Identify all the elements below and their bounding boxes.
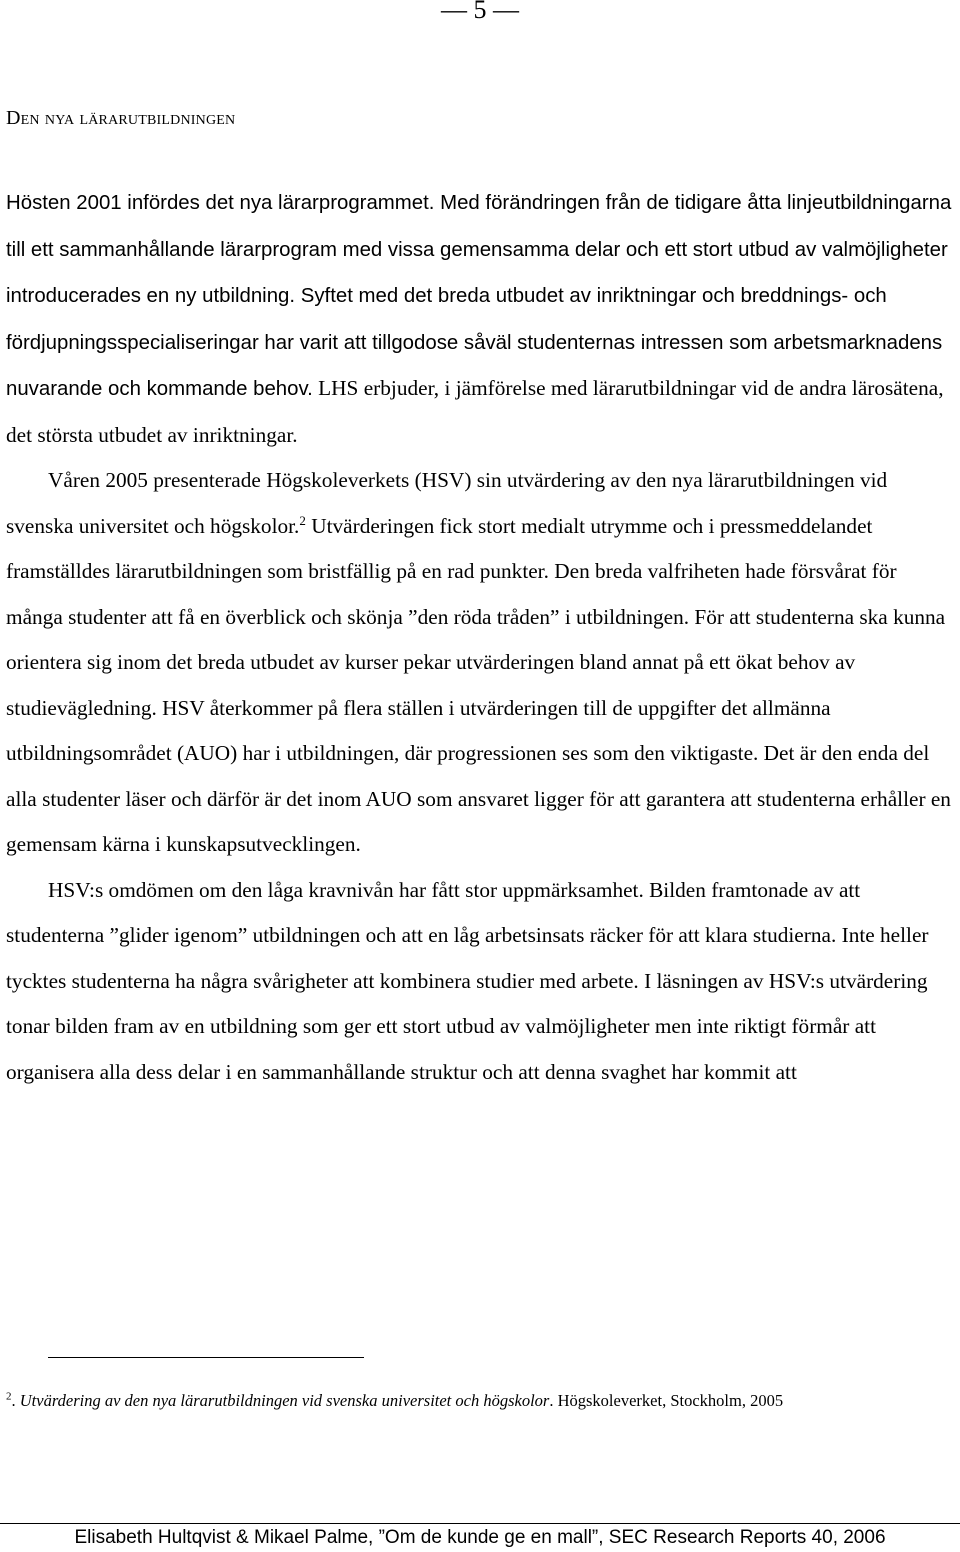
footer-divider [0, 1523, 960, 1524]
main-body [6, 180, 958, 1095]
paragraph-2 [6, 458, 958, 868]
footnote-number: 2 [6, 1390, 12, 1403]
page-footer: Elisabeth Hultqvist & Mikael Palme, ”Om de kunde ge en mall”, SEC Research Reports 40, 2006 [74, 1527, 886, 1548]
footnote-divider [48, 1357, 364, 1358]
paragraph-1-serif-text: LHS erbjuder, i jämförelse med lärarutbildningar vid de andra lärosätena, det största utbudet av inriktningar. [6, 376, 944, 447]
paragraph-1-sans-text-b: Syftet med det breda utbudet av inriktningar och breddnings- och fördjupningsspecialiseringar har varit att tillgodose såväl studenternas intressen som arbetsmarknadens nuvarande och kommande behov. [6, 285, 943, 400]
page-number: — 5 — [441, 0, 519, 24]
footnote-publisher: . Högskoleverket, Stockholm, 2005 [549, 1391, 784, 1410]
paragraph-1-sans-text-a: Hösten 2001 infördes det nya lärarprogrammet. Med förändringen från de tidigare åtta linjeutbildningarna till ett sammanhållande lärarprogram med vissa gemensamma delar och ett stort utbud av valmöjligheter introducerades en ny utbildning. [6, 192, 952, 307]
section-heading: Den nya lärarutbildningen [6, 107, 236, 129]
paragraph-2-text-a: Våren 2005 presenterade Högskoleverkets (HSV) sin utvärdering av den nya lärarutbildningen vid svenska universitet och högskolor. [6, 468, 888, 538]
footnote-title: Utvärdering av den nya lärarutbildningen vid svenska universitet och högskolor [19, 1391, 550, 1410]
footnote: $^2$. Utvärdering av den nya lärarutbildningen vid svenska universitet och högskolor. Högskoleverket, Stockholm, 2005 [6, 1390, 784, 1410]
footnote-reference[interactable]: 2 [299, 512, 306, 528]
paragraph-2-text-b: Utvärderingen fick stort medialt utrymme och i pressmeddelandet framställdes lärarutbildningen som bristfällig på en rad punkter. Den breda valfriheten hade försvårat för många studenter att få en överblick och skönja ”den röda tråden” i utbildningen. För att studenterna ska kunna orientera sig inom det breda utbudet av kurser pekar utvärderingen bland annat på ett ökat behov av studievägledning. HSV återkommer på flera ställen i utvärderingen till de uppgifter det allmänna utbildningsområdet (AUO) har i utbildningen, där progressionen ses som den viktigaste. Det är den enda del alla studenter läser och därför är det inom AUO som ansvaret ligger för att garantera att studenterna erhåller en gemensam kärna i kunskapsutvecklingen. [6, 513, 951, 856]
paragraph-3: HSV:s omdömen om den låga kravnivån har fått stor uppmärksamhet. Bilden framtonade av att studenterna ”glider igenom” utbildningen och att en låg arbetsinsats räcker för att klara studierna. Inte heller tycktes studenterna ha några svårigheter att kombinera studier med arbete. I läsningen av HSV:s utvärdering tonar bilden fram av en utbildning som ger ett stort utbud av valmöjligheter men inte riktigt förmår att organisera alla dess delar i en sammanhållande struktur och att denna svaghet har kommit att [6, 877, 929, 1084]
paragraph-1 [6, 180, 958, 458]
